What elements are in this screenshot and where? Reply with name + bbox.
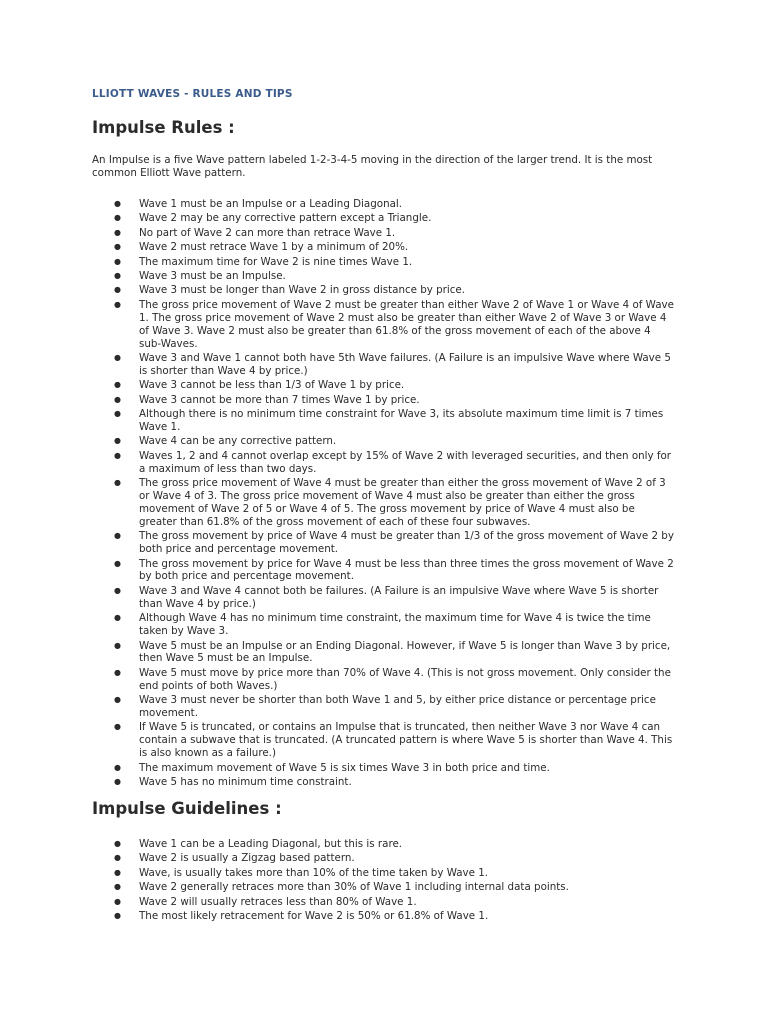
guideline-list-item-text: Wave 2 will usually retraces less than 80% of Wave 1. [139, 895, 417, 908]
rule-list-item [92, 241, 674, 254]
guideline-list-item [92, 852, 674, 865]
bullet-icon: ● [114, 256, 121, 266]
rule-list-item [92, 450, 674, 476]
rule-list-item [92, 212, 674, 225]
bullet-icon: ● [114, 227, 121, 237]
bullet-icon: ● [114, 409, 121, 419]
rule-list-item [92, 198, 674, 211]
bullet-icon: ● [114, 478, 121, 488]
rule-list-item [92, 776, 674, 789]
impulse-rules-heading: Impulse Rules : [92, 118, 235, 137]
bullet-icon: ● [114, 271, 121, 281]
rule-list-item [92, 256, 674, 269]
bullet-icon: ● [114, 867, 121, 877]
rule-list-item [92, 762, 674, 775]
bullet-icon: ● [114, 242, 121, 252]
rule-list-item-text: Wave 5 has no minimum time constraint. [139, 776, 352, 789]
guideline-list-item-text: The most likely retracement for Wave 2 is 50% or 61.8% of Wave 1. [139, 910, 489, 923]
bullet-icon: ● [114, 896, 121, 906]
bullet-icon: ● [114, 394, 121, 404]
bullet-icon: ● [114, 777, 121, 787]
rule-list-item [92, 352, 674, 378]
rule-list-item-text: Wave 3 cannot be less than 1/3 of Wave 1 by price. [139, 379, 405, 392]
bullet-icon: ● [114, 213, 121, 223]
rule-list-item [92, 408, 674, 434]
bullet-icon: ● [114, 667, 121, 677]
rule-list-item [92, 270, 674, 283]
rule-list-item-text: No part of Wave 2 can more than retrace Wave 1. [139, 226, 396, 239]
rule-list-item-text: Waves 1, 2 and 4 cannot overlap except by 15% of Wave 2 with leveraged securities, and then only for a maximum of less than two days. [139, 449, 672, 475]
bullet-icon: ● [114, 558, 121, 568]
guideline-list-item [92, 838, 674, 851]
rule-list-item-text: The gross movement by price for Wave 4 must be less than three times the gross movement of Wave 2 by both price and percentage movement. [139, 557, 674, 583]
rule-list-item-text: Wave 3 and Wave 4 cannot both be failures. (A Failure is an impulsive Wave where Wave 5 is shorter than Wave 4 by price.) [139, 584, 659, 610]
rule-list-item-text: Wave 3 must be longer than Wave 2 in gross distance by price. [139, 284, 466, 297]
guideline-list-item [92, 881, 674, 894]
bullet-icon: ● [114, 762, 121, 772]
document-title: LLIOTT WAVES - RULES AND TIPS [92, 88, 293, 100]
rule-list-item-text: Wave 3 must be an Impulse. [139, 270, 286, 283]
rule-list-item [92, 558, 674, 584]
rule-list-item-text: The gross price movement of Wave 2 must be greater than either Wave 2 of Wave 1 or Wave 4 of Wave 1. The gross price movement of Wave 2 must also be greater than either Wave 2 of Wave 3 or Wave 4 of Wave 3. Wave 2 must also be greater than 61.8% of the gross movement of each of the above 4 sub-Waves. [139, 298, 674, 350]
bullet-icon: ● [114, 299, 121, 309]
bullet-icon: ● [114, 199, 121, 208]
rule-list-item-text: Although Wave 4 has no minimum time constraint, the maximum time for Wave 4 is twice the time taken by Wave 3. [139, 612, 651, 638]
rule-list-item-text: The maximum time for Wave 2 is nine times Wave 1. [139, 255, 413, 268]
impulse-intro-paragraph: An Impulse is a five Wave pattern labeled 1-2-3-4-5 moving in the direction of the larger trend. It is the most common Elliott Wave pattern. [92, 154, 653, 179]
bullet-icon: ● [114, 839, 121, 848]
rule-list-item [92, 667, 674, 693]
rule-list-item [92, 530, 674, 556]
bullet-icon: ● [114, 695, 121, 705]
rule-list-item-text: Wave 2 may be any corrective pattern except a Triangle. [139, 212, 432, 225]
bullet-icon: ● [114, 853, 121, 863]
impulse-guidelines-list [92, 838, 674, 924]
rule-list-item [92, 721, 674, 760]
rule-list-item [92, 379, 674, 392]
rule-list-item [92, 284, 674, 297]
impulse-rules-list [92, 198, 674, 790]
guideline-list-item-text: Wave 2 generally retraces more than 30% of Wave 1 including internal data points. [139, 881, 569, 894]
guideline-list-item-text: Wave 1 can be a Leading Diagonal, but this is rare. [139, 838, 403, 850]
bullet-icon: ● [114, 436, 121, 446]
bullet-icon: ● [114, 722, 121, 732]
rule-list-item-text: Wave 2 must retrace Wave 1 by a minimum of 20%. [139, 241, 409, 254]
rule-list-item [92, 640, 674, 666]
bullet-icon: ● [114, 882, 121, 892]
bullet-icon: ● [114, 531, 121, 541]
rule-list-item [92, 227, 674, 240]
rule-list-item-text: Wave 3 must never be shorter than both Wave 1 and 5, by either price distance or percentage price movement. [139, 694, 656, 720]
guideline-list-item [92, 896, 674, 909]
impulse-guidelines-heading: Impulse Guidelines : [92, 799, 282, 818]
bullet-icon: ● [114, 285, 121, 295]
rule-list-item [92, 477, 674, 529]
rule-list-item-text: The gross movement by price of Wave 4 must be greater than 1/3 of the gross movement of Wave 2 by both price and percentage movement. [139, 530, 674, 556]
rule-list-item-text: Wave 1 must be an Impulse or a Leading Diagonal. [139, 198, 403, 210]
rule-list-item-text: Wave 5 must move by price more than 70% of Wave 4. (This is not gross movement. Only consider the end points of both Waves.) [139, 666, 671, 692]
rule-list-item [92, 694, 674, 720]
rule-list-item [92, 585, 674, 611]
rule-list-item [92, 612, 674, 638]
bullet-icon: ● [114, 450, 121, 460]
rule-list-item-text: Wave 4 can be any corrective pattern. [139, 435, 337, 448]
rule-list-item [92, 299, 674, 351]
bullet-icon: ● [114, 640, 121, 650]
guideline-list-item [92, 867, 674, 880]
bullet-icon: ● [114, 613, 121, 623]
rule-list-item-text: Wave 3 and Wave 1 cannot both have 5th Wave failures. (A Failure is an impulsive Wave where Wave 5 is shorter than Wave 4 by price.) [139, 351, 671, 377]
bullet-icon: ● [114, 352, 121, 362]
guideline-list-item [92, 910, 674, 923]
bullet-icon: ● [114, 380, 121, 390]
rule-list-item-text: The maximum movement of Wave 5 is six times Wave 3 in both price and time. [139, 761, 550, 774]
rule-list-item-text: The gross price movement of Wave 4 must be greater than either the gross movement of Wave 2 of 3 or Wave 4 of 3. The gross price movement of Wave 4 must also be greater than either the gross movement of Wave 2 of 5 or Wave 4 of 5. The gross movement by price of Wave 4 must also be greater than 61.8% of the gross movement of each of these four subwaves. [139, 477, 666, 528]
bullet-icon: ● [114, 585, 121, 595]
rule-list-item [92, 394, 674, 407]
rule-list-item [92, 435, 674, 448]
rule-list-item-text: Although there is no minimum time constraint for Wave 3, its absolute maximum time limit is 7 times Wave 1. [139, 408, 664, 433]
rule-list-item-text: If Wave 5 is truncated, or contains an Impulse that is truncated, then neither Wave 3 nor Wave 4 can contain a subwave that is truncated. (A truncated pattern is where Wave 5 is shorter than Wave 4. This is also known as a failure.) [139, 721, 673, 760]
rule-list-item-text: Wave 3 cannot be more than 7 times Wave 1 by price. [139, 393, 420, 406]
guideline-list-item-text: Wave 2 is usually a Zigzag based pattern. [139, 852, 355, 865]
bullet-icon: ● [114, 911, 121, 921]
rule-list-item-text: Wave 5 must be an Impulse or an Ending Diagonal. However, if Wave 5 is longer than Wave 3 by price, then Wave 5 must be an Impulse. [139, 639, 671, 665]
guideline-list-item-text: Wave, is usually takes more than 10% of the time taken by Wave 1. [139, 866, 489, 879]
